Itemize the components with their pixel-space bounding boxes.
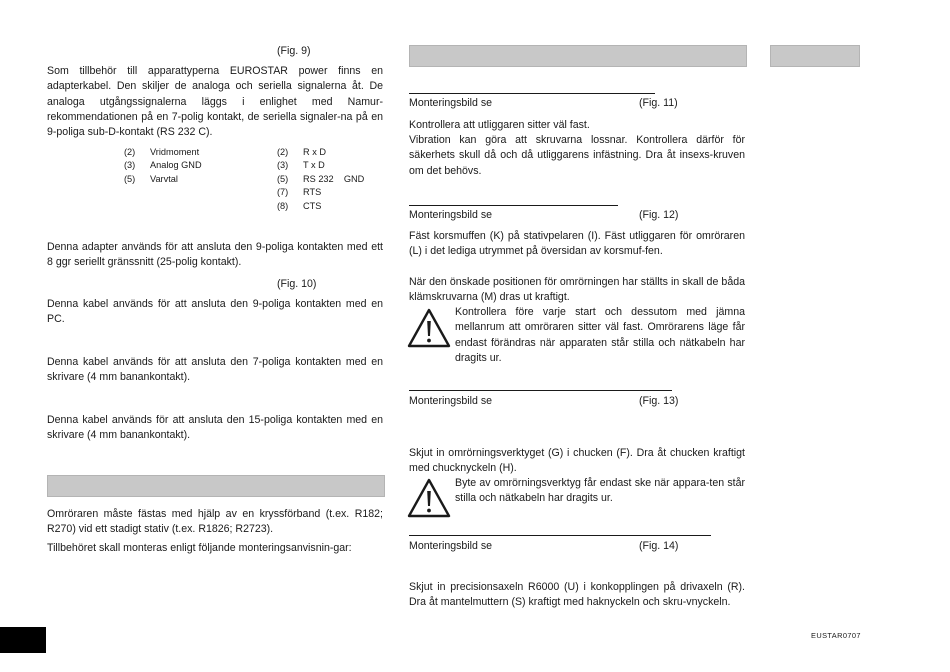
para-15pol: Denna kabel används för att ansluta den 15-poliga kontakten med en skrivare (4 mm banankontakt). [47,414,383,442]
para-chuck: Skjut in omrörningsverktyget (G) i chucken (F). Dra åt chucken kraftigt med chucknyckeln (H). [409,447,745,475]
pin-list-serial [277,146,364,213]
para-vibration: Vibration kan göra att skruvarna lossnar. Kontrollera därför för säkerhets skull då och då utliggarens infästning. Dra åt insexs-kruven om det behövs. [409,134,745,177]
para-7pol: Denna kabel används för att ansluta den 7-poliga kontakten med en skrivare (4 mm banankontakt). [47,356,383,384]
fig12-ref: (Fig. 12) [639,209,679,221]
para-intro: Som tillbehör till apparattyperna EUROSTAR power finns en adapterkabel. Den skiljer de analoga och seriella signalerna åt. De analoga utgångssignalerna läggs i enlighet med Namur-rekommendationen på en 7-polig kontakt, de seriella signaler-na på en 9-poliga sub-D-kontakt (RS 232 C). [47,65,383,139]
para-pc: Denna kabel används för att ansluta den 9-poliga kontakten med en PC. [47,298,383,326]
pin-list-analog [124,146,202,186]
warning-text-1: Kontrollera före varje start och dessutom med jämna mellanrum att omröraren sitter väl fast. Omrörarens läge får endast förändras när apparaten står stilla och nätkabeln har dragits ur. [455,306,745,364]
para-accessory: Tillbehöret skall monteras enligt följande monteringsanvisnin-gar: [47,542,352,554]
pin-row: (3) T x D [277,160,325,171]
document-code: EUSTAR0707 [811,631,861,640]
pin-row: (3) Analog GND [124,160,202,171]
para-check: Kontrollera att utliggaren sitter väl fast. [409,119,590,131]
section-rule [409,535,711,536]
section-rule [409,93,655,94]
para-position: När den önskade positionen för omrörningen har ställts in skall de båda klämskruvarna (M) dras ut kraftigt. [409,276,745,304]
section-bar [409,45,747,67]
page-tab-marker [0,627,46,653]
pin-row: (2) R x D [277,147,326,157]
section-rule [409,205,618,206]
para-korsmuff: Fäst korsmuffen (K) på stativpelaren (I). Fäst utliggaren för omröraren (L) i det lediga utrymmet på översidan av korsmuf-fen. [409,230,745,258]
para-adapter: Denna adapter används för att ansluta den 9-poliga kontakten med ett 8 ggr seriellt gränssnitt (25-polig kontakt). [47,241,383,269]
section-bar [47,475,385,497]
fig13-ref: (Fig. 13) [639,395,679,407]
fig14-ref: (Fig. 14) [639,540,679,552]
mount-label-11: Monteringsbild se [409,97,493,109]
mount-label-13: Monteringsbild se [409,395,493,407]
fig10-ref: (Fig. 10) [277,278,317,290]
warning-icon [406,477,452,519]
pin-row: (8) CTS [277,200,322,211]
mount-label-14: Monteringsbild se [409,540,493,552]
pin-row: (7) RTS [277,187,322,198]
fig9-ref: (Fig. 9) [277,45,311,57]
pin-row: (5) RS 232 GND [277,173,365,184]
fig11-ref: (Fig. 11) [639,97,678,109]
pin-row: (2) Vridmoment [124,147,200,157]
section-rule [409,390,672,391]
pin-row: (5) Varvtal [124,173,178,184]
para-mount: Omröraren måste fästas med hjälp av en kryssförband (t.ex. R182; R270) vid ett stadigt stativ (t.ex. R1826; R2723). [47,508,383,536]
warning-icon [406,307,452,349]
para-axel: Skjut in precisionsaxeln R6000 (U) i konkopplingen på drivaxeln (R). Dra åt mantelmuttern (S) kraftigt med haknyckeln och skru-vnyckeln. [409,581,745,609]
mount-label-12: Monteringsbild se [409,209,493,221]
warning-text-2: Byte av omrörningsverktyg får endast ske när appara-ten står stilla och nätkabeln har dragits ur. [455,477,745,505]
section-bar [770,45,860,67]
